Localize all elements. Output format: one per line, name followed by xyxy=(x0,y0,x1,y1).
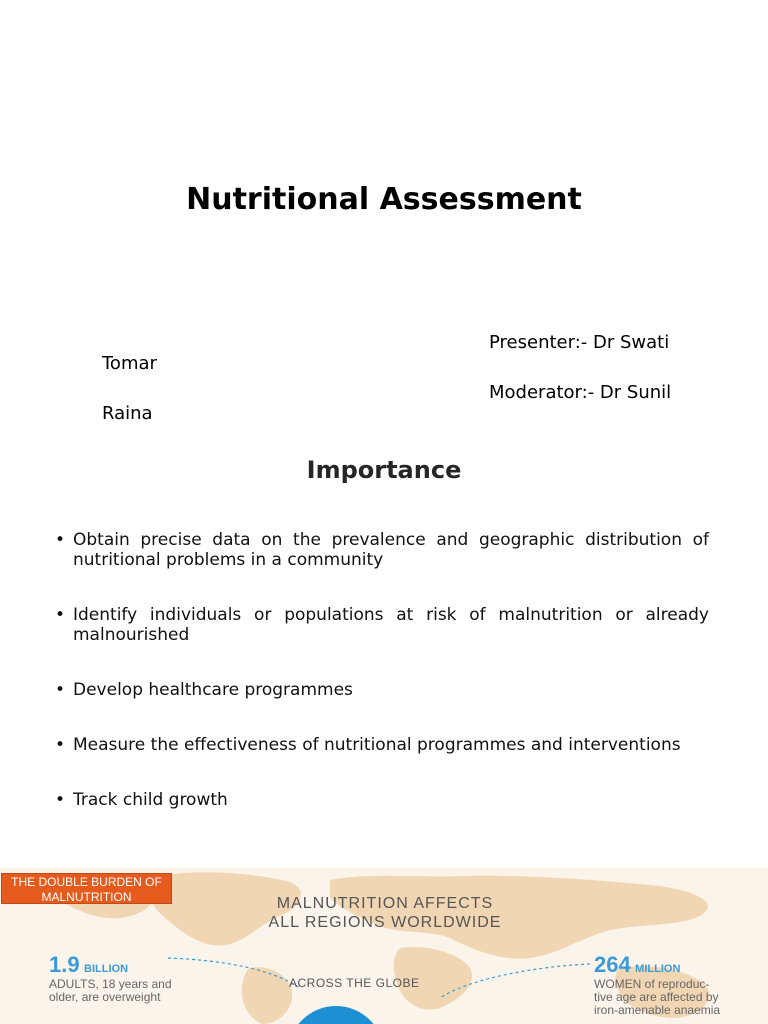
bullet-item: • Measure the effectiveness of nutritional programmes and interventions xyxy=(55,735,681,755)
malnutrition-infographic-slide xyxy=(0,868,768,1024)
bullet-dot-icon: • xyxy=(55,530,66,550)
bullet-item: • Develop healthcare programmes xyxy=(55,680,353,700)
infographic-headline: MALNUTRITION AFFECTS ALL REGIONS WORLDWIDE xyxy=(268,895,502,931)
stat-unit: BILLION xyxy=(84,963,129,975)
moderator-line: Moderator:- Dr Sunil xyxy=(489,382,672,403)
overweight-adults-stat xyxy=(49,952,172,1004)
bullet-item: • Identify individuals or populations at risk of malnutrition or already malnourished xyxy=(55,605,709,645)
anaemia-women-stat xyxy=(594,952,720,1017)
bullet-item: • Obtain precise data on the prevalence and geographic distribution of nutritional problems in a community xyxy=(55,530,709,570)
bullet-dot-icon: • xyxy=(55,680,66,700)
bullet-dot-icon: • xyxy=(55,605,66,625)
stat-value: 1.9 xyxy=(49,952,80,977)
presenter-line: Presenter:- Dr Swati xyxy=(489,332,670,353)
presenter-name-continued: Tomar xyxy=(102,353,157,374)
across-globe-label: ACROSS THE GLOBE xyxy=(289,976,420,990)
importance-slide xyxy=(0,432,768,868)
stat-unit: MILLION xyxy=(635,963,681,975)
bullet-dot-icon: • xyxy=(55,735,66,755)
slide-title: Importance xyxy=(306,456,462,484)
bullet-item: • Track child growth xyxy=(55,790,228,810)
moderator-name-continued: Raina xyxy=(102,403,153,424)
stat-description: ADULTS, 18 years and older, are overweight xyxy=(49,977,172,1004)
presentation-title: Nutritional Assessment xyxy=(186,182,582,217)
stat-value: 264 xyxy=(594,952,631,977)
bullet-list xyxy=(55,530,709,845)
double-burden-badge: THE DOUBLE BURDEN OF MALNUTRITION xyxy=(1,873,172,904)
bullet-dot-icon: • xyxy=(55,790,66,810)
stat-description: WOMEN of reproduc- tive age are affected by iron-amenable anaemia xyxy=(594,977,721,1017)
title-slide xyxy=(0,0,768,432)
